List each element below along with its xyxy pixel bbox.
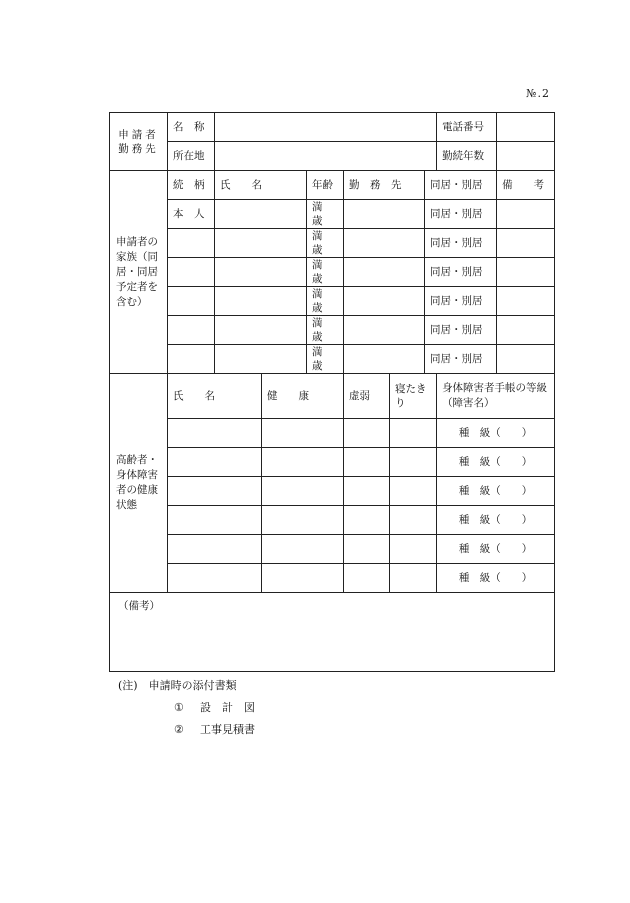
family-section-label: 申請者の家族（同居・同居予定者を含む） — [110, 171, 168, 374]
health-healthy-cell[interactable] — [262, 564, 344, 593]
health-row — [110, 506, 555, 535]
family-cohab-cell[interactable]: 同居・別居 — [425, 229, 497, 258]
health-frail-cell[interactable] — [344, 506, 390, 535]
family-row — [110, 316, 555, 345]
family-cohab-cell[interactable]: 同居・別居 — [425, 287, 497, 316]
family-age-cell[interactable]: 満 歳 — [307, 345, 344, 374]
notes-item-text: 工事見積書 — [200, 723, 255, 736]
family-workplace-cell[interactable] — [344, 345, 425, 374]
notes-item-number: ② — [174, 723, 184, 736]
family-relation-cell[interactable] — [168, 287, 215, 316]
health-grade-cell[interactable]: 種 級（ ） — [437, 564, 555, 593]
health-healthy-cell[interactable] — [262, 506, 344, 535]
health-row — [110, 448, 555, 477]
employer-name-label: 名 称 — [168, 113, 215, 142]
health-healthy-cell[interactable] — [262, 419, 344, 448]
family-relation-cell: 本 人 — [168, 200, 215, 229]
family-age-cell[interactable]: 満 歳 — [307, 287, 344, 316]
health-row — [110, 419, 555, 448]
family-header-cohabitation: 同居・別居 — [425, 171, 497, 200]
health-bedridden-cell[interactable] — [390, 535, 437, 564]
notes-item — [118, 697, 255, 719]
family-cohab-cell[interactable]: 同居・別居 — [425, 258, 497, 287]
years-field[interactable] — [497, 142, 555, 171]
health-grade-cell[interactable]: 種 級（ ） — [437, 419, 555, 448]
health-frail-cell[interactable] — [344, 448, 390, 477]
family-age-cell[interactable]: 満 歳 — [307, 316, 344, 345]
family-age-cell[interactable]: 満 歳 — [307, 200, 344, 229]
health-bedridden-cell[interactable] — [390, 419, 437, 448]
health-healthy-cell[interactable] — [262, 477, 344, 506]
family-workplace-cell[interactable] — [344, 258, 425, 287]
phone-field[interactable] — [497, 113, 555, 142]
family-header-name: 氏 名 — [215, 171, 307, 200]
family-relation-cell[interactable] — [168, 345, 215, 374]
family-remarks-cell[interactable] — [497, 316, 555, 345]
health-row — [110, 564, 555, 593]
health-bedridden-cell[interactable] — [390, 448, 437, 477]
health-frail-cell[interactable] — [344, 564, 390, 593]
health-healthy-cell[interactable] — [262, 535, 344, 564]
health-section-label: 高齢者・身体障害者の健康状態 — [110, 374, 168, 593]
health-bedridden-cell[interactable] — [390, 564, 437, 593]
employer-name-field[interactable] — [215, 113, 437, 142]
family-row — [110, 258, 555, 287]
family-relation-cell[interactable] — [168, 316, 215, 345]
notes-item-number: ① — [174, 701, 184, 714]
family-name-cell[interactable] — [215, 345, 307, 374]
family-age-cell[interactable]: 満 歳 — [307, 258, 344, 287]
family-row — [110, 229, 555, 258]
family-header-relation: 続 柄 — [168, 171, 215, 200]
family-name-cell[interactable] — [215, 316, 307, 345]
employer-address-field[interactable] — [215, 142, 437, 171]
family-name-cell[interactable] — [215, 258, 307, 287]
health-row — [110, 477, 555, 506]
employer-address-label: 所在地 — [168, 142, 215, 171]
family-relation-cell[interactable] — [168, 258, 215, 287]
family-header-age: 年齢 — [307, 171, 344, 200]
family-workplace-cell[interactable] — [344, 229, 425, 258]
family-cohab-cell[interactable]: 同居・別居 — [425, 316, 497, 345]
family-name-cell[interactable] — [215, 200, 307, 229]
family-remarks-cell[interactable] — [497, 200, 555, 229]
health-header-frail: 虚弱 — [344, 374, 390, 419]
family-remarks-cell[interactable] — [497, 345, 555, 374]
family-relation-cell[interactable] — [168, 229, 215, 258]
family-cohab-cell[interactable]: 同居・別居 — [425, 200, 497, 229]
family-workplace-cell[interactable] — [344, 287, 425, 316]
family-workplace-cell[interactable] — [344, 200, 425, 229]
family-cohab-cell[interactable]: 同居・別居 — [425, 345, 497, 374]
health-frail-cell[interactable] — [344, 535, 390, 564]
health-frail-cell[interactable] — [344, 419, 390, 448]
family-remarks-cell[interactable] — [497, 229, 555, 258]
health-row — [110, 535, 555, 564]
health-bedridden-cell[interactable] — [390, 506, 437, 535]
health-name-cell[interactable] — [168, 506, 262, 535]
health-grade-cell[interactable]: 種 級（ ） — [437, 506, 555, 535]
family-header-remarks: 備 考 — [497, 171, 555, 200]
family-row — [110, 345, 555, 374]
health-frail-cell[interactable] — [344, 477, 390, 506]
health-name-cell[interactable] — [168, 448, 262, 477]
health-healthy-cell[interactable] — [262, 448, 344, 477]
health-name-cell[interactable] — [168, 419, 262, 448]
health-grade-cell[interactable]: 種 級（ ） — [437, 535, 555, 564]
attachment-notes — [118, 675, 255, 741]
family-row — [110, 200, 555, 229]
health-header-healthy: 健 康 — [262, 374, 344, 419]
family-workplace-cell[interactable] — [344, 316, 425, 345]
health-name-cell[interactable] — [168, 564, 262, 593]
notes-item — [118, 719, 255, 741]
family-age-cell[interactable]: 満 歳 — [307, 229, 344, 258]
remarks-field[interactable] — [110, 593, 555, 672]
family-header-workplace: 勤 務 先 — [344, 171, 425, 200]
health-name-cell[interactable] — [168, 535, 262, 564]
health-header-bedridden: 寝たきり — [390, 374, 437, 419]
years-label: 勤続年数 — [437, 142, 497, 171]
notes-item-text: 設 計 図 — [200, 701, 255, 714]
health-header-disability-grade: 身体障害者手帳の等級（障害名） — [437, 374, 555, 419]
employer-section-label: 申請者 勤務先 — [110, 113, 168, 171]
application-form-table — [109, 112, 555, 672]
notes-title: (注) 申請時の添付書類 — [118, 679, 237, 692]
family-name-cell[interactable] — [215, 287, 307, 316]
health-header-name: 氏 名 — [168, 374, 262, 419]
phone-label: 電話番号 — [437, 113, 497, 142]
health-grade-cell[interactable]: 種 級（ ） — [437, 448, 555, 477]
family-row — [110, 287, 555, 316]
health-grade-cell[interactable]: 種 級（ ） — [437, 477, 555, 506]
page-number: №.2 — [526, 87, 550, 100]
health-name-cell[interactable] — [168, 477, 262, 506]
family-remarks-cell[interactable] — [497, 287, 555, 316]
health-bedridden-cell[interactable] — [390, 477, 437, 506]
family-name-cell[interactable] — [215, 229, 307, 258]
family-remarks-cell[interactable] — [497, 258, 555, 287]
remarks-label: （備考） — [118, 600, 160, 612]
